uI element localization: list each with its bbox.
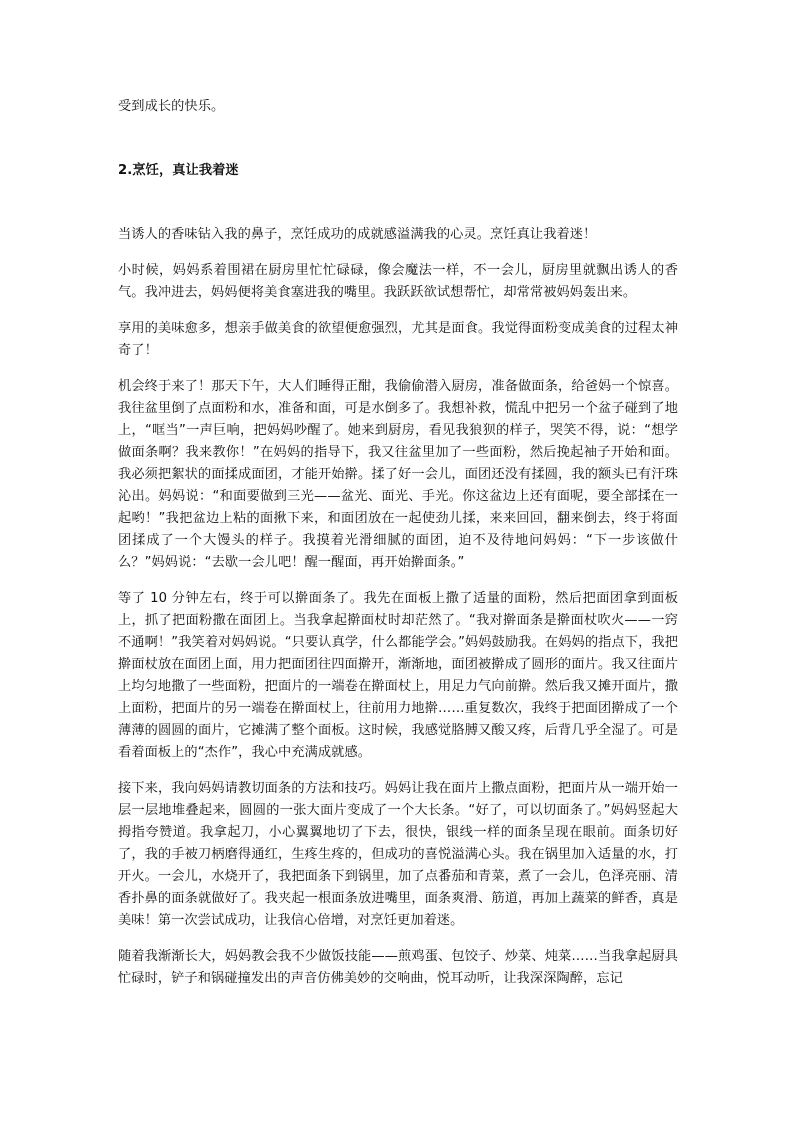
paragraph: 享用的美味愈多，想亲手做美食的欲望便愈强烈，尤其是面食。我觉得面粉变成美食的过程太神奇了！	[118, 321, 678, 358]
section-heading: 2.烹饪，真让我着迷	[118, 163, 239, 178]
paragraph: 机会终于来了！那天下午，大人们睡得正酣，我偷偷潜入厨房，准备做面条，给爸妈一个惊喜。我往盆里倒了点面粉和水，准备和面，可是水倒多了。我想补救，慌乱中把另一个盆子碰到了地上，“哐当”一声巨响，把妈妈吵醒了。她来到厨房，看见我狼狈的样子，哭笑不得，说：“想学做面条啊？我来教你！”在妈妈的指导下，我又往盆里加了一些面粉，然后挽起袖子开始和面。我必须把絮状的面揉成面团，才能开始擀。揉了好一会儿，面团还没有揉圆，我的额头已有汗珠沁出。妈妈说：“和面要做到三光——盆光、面光、手光。你这盆边上还有面呢，要全部揉在一起哟！”我把盆边上粘的面揪下来，和面团放在一起使劲儿揉，来来回回，翻来倒去，终于将面团揉成了一个大馒头的样子。我摸着光滑细腻的面团，迫不及待地问妈妈：“下一步该做什么？”妈妈说：“去歇一会儿吧！醒一醒面，再开始擀面条。”	[118, 379, 678, 570]
paragraph: 等了 10 分钟左右，终于可以擀面条了。我先在面板上撒了适量的面粉，然后把面团拿到面板上，抓了把面粉撒在面团上。当我拿起擀面杖时却茫然了。“我对擀面条是擀面杖吹火——一窍不通啊！”我笑着对妈妈说。“只要认真学，什么都能学会。”妈妈鼓励我。在妈妈的指点下，我把擀面杖放在面团上面，用力把面团往四面擀开，渐渐地，面团被擀成了圆形的面片。我又往面片上均匀地撒了一些面粉，把面片的一端卷在擀面杖上，用足力气向前擀。然后我又摊开面片，撒上面粉，把面片的另一端卷在擀面杖上，往前用力地擀……重复数次，我终于把面团擀成了一个薄薄的圆圆的面片，它摊满了整个面板。这时候，我感觉胳膊又酸又疼，后背几乎全湿了。可是看着面板上的“杰作”，我心中充满成就感。	[118, 591, 678, 760]
paragraph: 接下来，我向妈妈请教切面条的方法和技巧。妈妈让我在面片上撒点面粉，把面片从一端开始一层一层地堆叠起来，圆圆的一张大面片变成了一个大长条。“好了，可以切面条了。”妈妈竖起大拇指夸赞道。我拿起刀，小心翼翼地切了下去，很快，银线一样的面条呈现在眼前。面条切好了，我的手被刀柄磨得通红，生疼生疼的，但成功的喜悦溢满心头。我在锅里加入适量的水，打开火。一会儿，水烧开了，我把面条下到锅里，加了点番茄和青菜，煮了一会儿，色泽亮丽、清香扑鼻的面条就做好了。我夹起一根面条放进嘴里，面条爽滑、筋道，再加上蔬菜的鲜香，真是美味！第一次尝试成功，让我信心倍增，对烹饪更加着迷。	[118, 781, 678, 928]
document-page	[118, 96, 678, 1004]
paragraph: 小时候，妈妈系着围裙在厨房里忙忙碌碌，像会魔法一样，不一会儿，厨房里就飘出诱人的香气。我冲进去，妈妈便将美食塞进我的嘴里。我跃跃欲试想帮忙，却常常被妈妈轰出来。	[118, 263, 678, 300]
intro-tail-text: 受到成长的快乐。	[118, 99, 225, 114]
paragraph: 随着我渐渐长大，妈妈教会我不少做饭技能——煎鸡蛋、包饺子、炒菜、炖菜……当我拿起厨具忙碌时，铲子和锅碰撞发出的声音仿佛美妙的交响曲，悦耳动听，让我深深陶醉，忘记	[118, 949, 678, 986]
paragraph: 当诱人的香味钻入我的鼻子，烹饪成功的成就感溢满我的心灵。烹饪真让我着迷！	[118, 227, 597, 242]
